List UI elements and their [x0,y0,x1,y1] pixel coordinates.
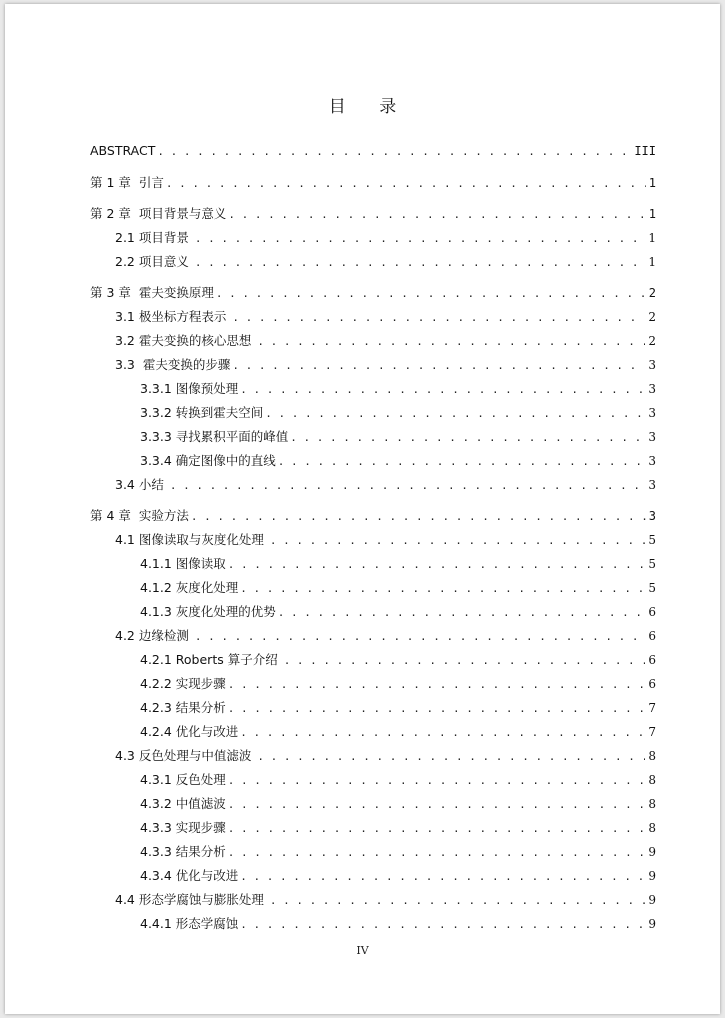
toc-entry-label: 2.1 项目背景 [115,230,193,245]
toc-entry[interactable] [140,404,656,422]
toc-leader-dots [278,453,646,471]
toc-entry[interactable] [115,747,656,765]
toc-entry-label: 4.3.3 结果分析 [140,844,226,859]
document-page [5,4,720,1014]
toc-leader-dots [232,309,645,327]
toc-entry-page: 8 [648,821,656,835]
toc-entry-page: 3 [648,382,656,396]
toc-leader-dots [228,676,646,694]
toc-entry-page: 3 [648,478,656,492]
toc-entry-label: 4.2.1 Roberts 算子介绍 [140,652,282,667]
toc-entry-page: 6 [648,653,656,667]
toc-entry-label: 4.2 边缘检测 [115,628,193,643]
toc-entry-label: 第 1 章 引言 [90,175,164,190]
toc-entry-page: 6 [648,605,656,619]
toc-leader-dots [265,405,645,423]
toc-entry-label: 4.1 图像读取与灰度化处理 [115,532,268,547]
toc-entry-page: 8 [648,749,656,763]
toc-leader-dots [240,580,645,598]
toc-entry[interactable] [115,308,656,326]
toc-entry[interactable] [115,891,656,909]
toc-leader-dots [240,916,645,934]
toc-entry-label: 4.4.1 形态学腐蚀 [140,916,239,931]
toc-entry[interactable] [140,699,656,717]
toc-leader-dots [278,604,646,622]
toc-entry-page: III [634,144,656,158]
toc-leader-dots [228,556,646,574]
toc-leader-dots [270,532,646,550]
toc-entry-label: 3.3.3 寻找累积平面的峰值 [140,429,289,444]
toc-leader-dots [191,508,646,526]
toc-entry-page: 8 [648,773,656,787]
toc-entry-page: 3 [648,430,656,444]
toc-leader-dots [240,724,645,742]
toc-entry[interactable] [115,229,656,247]
toc-entry-label: 4.3 反色处理与中值滤波 [115,748,256,763]
toc-entry-page: 2 [648,286,656,300]
toc-entry-label: 4.2.3 结果分析 [140,700,226,715]
toc-entry[interactable] [140,915,656,933]
page-title: 目 录 [328,97,411,117]
toc-entry[interactable] [90,174,656,192]
toc-entry-page: 2 [648,310,656,324]
toc-leader-dots [240,381,645,399]
toc-entry-page: 7 [648,701,656,715]
toc-leader-dots [157,143,631,161]
toc-leader-dots [166,175,646,193]
toc-entry-label: 4.2.2 实现步骤 [140,676,226,691]
toc-entry[interactable] [140,771,656,789]
toc-entry[interactable] [140,867,656,885]
toc-entry-label: 4.1.1 图像读取 [140,556,226,571]
toc-entry-label: 3.3.2 转换到霍夫空间 [140,405,264,420]
toc-entry-label: 4.1.3 灰度化处理的优势 [140,604,276,619]
toc-entry[interactable] [140,819,656,837]
toc-entry[interactable] [115,531,656,549]
toc-entry[interactable] [90,205,656,223]
page-number-footer: IV [356,944,369,957]
toc-entry[interactable] [140,675,656,693]
toc-entry-label: 第 3 章 霍夫变换原理 [90,285,214,300]
toc-entry[interactable] [140,555,656,573]
toc-entry-page: 3 [648,509,656,523]
toc-entry-label: 3.4 小结 [115,477,168,492]
toc-leader-dots [290,429,645,447]
toc-entry[interactable] [140,380,656,398]
toc-entry[interactable] [115,627,656,645]
toc-entry-label: 第 2 章 项目背景与意义 [90,206,227,221]
toc-entry-label: ABSTRACT [90,143,156,158]
toc-entry-page: 1 [648,255,656,269]
toc-entry[interactable] [115,332,656,350]
toc-entry[interactable] [90,284,656,302]
toc-leader-dots [257,748,645,766]
toc-entry-label: 4.4 形态学腐蚀与膨胀处理 [115,892,268,907]
toc-leader-dots [240,868,645,886]
toc-entry-page: 5 [648,533,656,547]
toc-leader-dots [257,333,645,351]
toc-entry-label: 3.2 霍夫变换的核心思想 [115,333,256,348]
toc-entry[interactable] [140,723,656,741]
toc-entry-label: 3.3.4 确定图像中的直线 [140,453,276,468]
toc-entry-label: 4.3.1 反色处理 [140,772,226,787]
toc-entry-label: 3.1 极坐标方程表示 [115,309,231,324]
toc-entry-page: 1 [648,176,656,190]
toc-entry-page: 3 [648,406,656,420]
toc-leader-dots [228,772,646,790]
toc-entry-page: 9 [648,893,656,907]
toc-entry-page: 9 [648,869,656,883]
toc-leader-dots [216,285,646,303]
toc-entry[interactable] [140,428,656,446]
toc-entry-page: 9 [648,845,656,859]
toc-leader-dots [195,230,646,248]
toc-entry[interactable] [90,507,656,525]
toc-leader-dots [228,700,646,718]
toc-entry[interactable] [140,603,656,621]
toc-entry-label: 4.1.2 灰度化处理 [140,580,239,595]
toc-entry[interactable] [115,356,656,374]
toc-entry-label: 3.3.1 图像预处理 [140,381,239,396]
toc-entry-page: 5 [648,581,656,595]
toc-leader-dots [228,820,646,838]
toc-leader-dots [195,628,646,646]
toc-entry-page: 9 [648,917,656,931]
toc-entry[interactable] [90,142,656,160]
toc-entry-page: 1 [648,231,656,245]
toc-entry[interactable] [115,253,656,271]
toc-entry[interactable] [140,651,656,669]
toc-leader-dots [270,892,646,910]
toc-leader-dots [228,844,646,862]
toc-entry[interactable] [115,476,656,494]
toc-entry-page: 8 [648,797,656,811]
toc-entry-page: 6 [648,677,656,691]
toc-entry-page: 3 [648,358,656,372]
toc-entry-label: 第 4 章 实验方法 [90,508,189,523]
toc-entry-label: 3.3 霍夫变换的步骤 [115,357,231,372]
toc-entry-label: 2.2 项目意义 [115,254,193,269]
toc-entry-page: 3 [648,454,656,468]
toc-entry-label: 4.3.2 中值滤波 [140,796,226,811]
toc-entry[interactable] [140,452,656,470]
toc-entry-label: 4.3.3 实现步骤 [140,820,226,835]
toc-leader-dots [170,477,646,495]
toc-entry-page: 1 [648,207,656,221]
toc-entry-page: 2 [648,334,656,348]
toc-entry-page: 7 [648,725,656,739]
toc-leader-dots [195,254,646,272]
toc-entry-label: 4.3.4 优化与改进 [140,868,239,883]
toc-entry[interactable] [140,843,656,861]
toc-leader-dots [284,652,646,670]
toc-entry-page: 5 [648,557,656,571]
toc-entry-page: 6 [648,629,656,643]
toc-entry-label: 4.2.4 优化与改进 [140,724,239,739]
toc-leader-dots [228,796,646,814]
toc-entry[interactable] [140,579,656,597]
toc-entry[interactable] [140,795,656,813]
toc-leader-dots [232,357,645,375]
toc-leader-dots [228,206,645,224]
